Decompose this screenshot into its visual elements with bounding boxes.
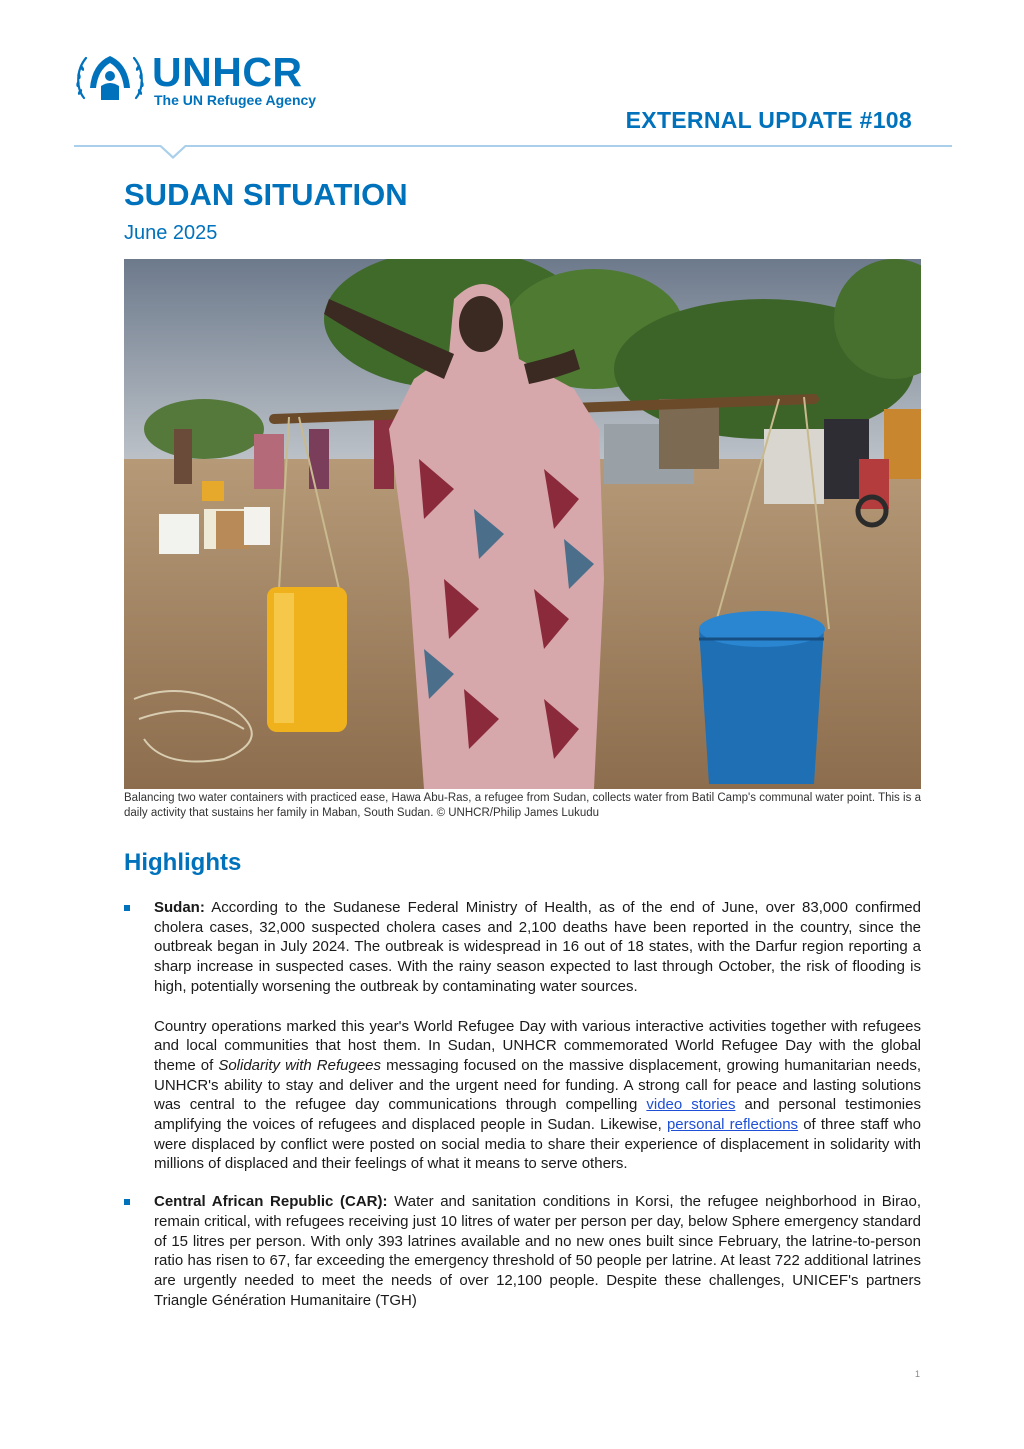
- highlight-text: According to the Sudanese Federal Ministry of Health, as of the end of June, over 83,000 confirmed cholera cases, 32,000 suspected cholera cases and 2,100 deaths have been reported in the country, since the outbreak began in July 2024. The outbreak is widespread in 16 out of 18 states, with the Darfur region reporting a sharp increase in suspected cases. With the rainy season expected to last through October, the risk of flooding is high, potentially worsening the outbreak by contaminating water sources.: [154, 899, 921, 995]
- org-name: UNHCR: [152, 49, 303, 95]
- highlight-paragraph: [154, 1017, 921, 1175]
- page-date: June 2025: [124, 222, 218, 244]
- highlight-text: Country operations marked this year's World Refugee Day with various interactive activities together with refugees and local communities that host them. In Sudan, UNHCR commemorated World Refugee Day with the global theme of: [154, 1017, 921, 1074]
- cover-photo: [124, 259, 921, 789]
- highlight-sudan: [124, 898, 921, 1174]
- bullet-icon: [124, 1199, 130, 1205]
- photo-caption: Balancing two water containers with practiced ease, Hawa Abu-Ras, a refugee from Sudan, collects water from Batil Camp's communal water point. This is a daily activity that sustains her family in Maban, South Sudan. © UNHCR/Philip James Lukudu: [124, 792, 921, 819]
- unhcr-emblem-icon: [74, 48, 146, 112]
- bullet-icon: [124, 905, 130, 911]
- highlight-car: [124, 1192, 921, 1310]
- highlight-paragraph: [154, 1192, 921, 1310]
- personal-reflections-link[interactable]: personal reflections: [666, 1116, 799, 1134]
- section-heading-highlights: Highlights: [124, 849, 242, 876]
- highlight-emphasis: Solidarity with Refugees: [218, 1056, 382, 1074]
- highlight-text: of three staff who were displaced by conflict were posted on social media to share their experience of displacement in solidarity with millions of displaced and their feelings of what it means to serve others.: [154, 1116, 921, 1173]
- photo-woman-carrying-water-containers: [124, 259, 921, 789]
- highlight-label: Sudan:: [154, 899, 205, 916]
- highlight-text: Water and sanitation conditions in Korsi, the refugee neighborhood in Birao, remain critical, with refugees receiving just 10 litres of water per person per day, below Sphere emergency standard of 15 litres per person. With only 393 latrines available and no new ones built since February, the latrine-to-person ratio has risen to 67, far exceeding the emergency threshold of 50 people per latrine. At least 722 additional latrines are urgently needed to meet the needs of over 12,100 people. Despite these challenges, UNICEF's partners Triangle Génération Humanitaire (TGH): [154, 1193, 921, 1309]
- header-divider-notch: [159, 146, 187, 159]
- org-tagline: The UN Refugee Agency: [154, 92, 317, 108]
- highlight-text: and personal testimonies amplifying the voices of refugees and displaced people in Sudan. Likewise,: [154, 1096, 921, 1134]
- page-number: 1: [914, 1369, 920, 1379]
- update-label: EXTERNAL UPDATE #108: [625, 107, 912, 133]
- highlight-label: Central African Republic (CAR):: [154, 1193, 388, 1211]
- video-stories-link[interactable]: video stories: [646, 1096, 736, 1114]
- highlight-text: messaging focused on the massive displacement, growing humanitarian needs, UNHCR's ability to stay and deliver and the urgent need for funding. A strong call for peace and lasting solutions was central to the refugee day communications through compelling: [154, 1056, 922, 1114]
- highlights-list: [124, 898, 921, 1328]
- unhcr-logo: [74, 48, 344, 112]
- header-divider: [74, 145, 952, 147]
- page-title: SUDAN SITUATION: [124, 177, 408, 212]
- highlight-paragraph: [154, 898, 921, 997]
